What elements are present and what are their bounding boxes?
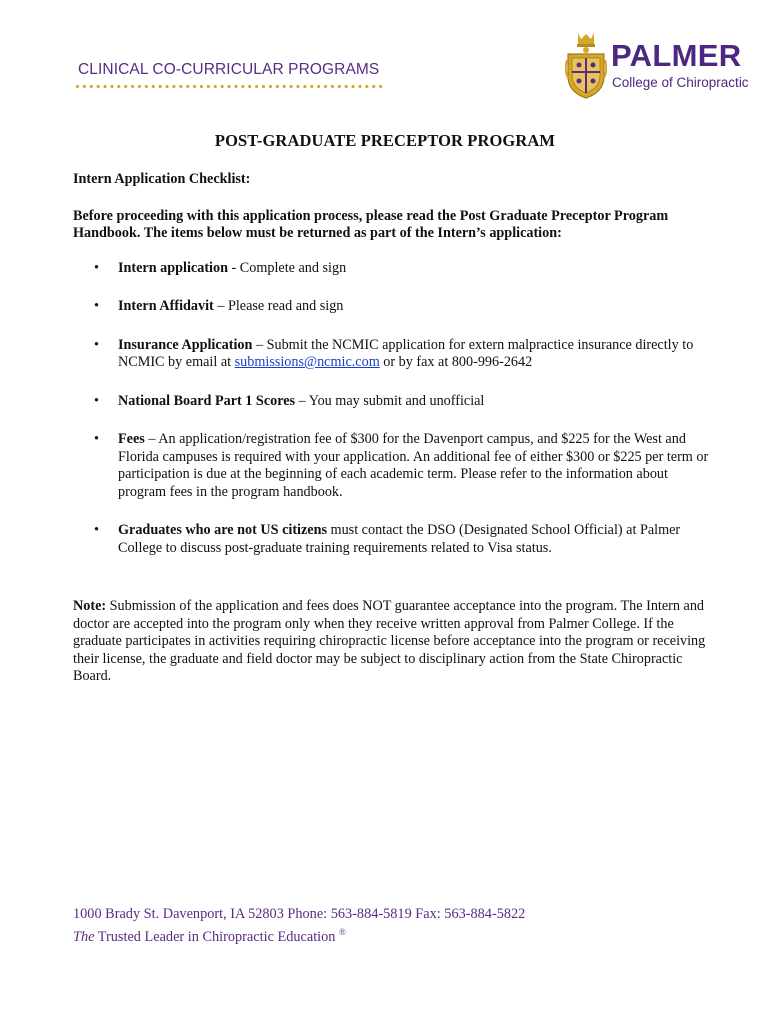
item-text: – You may submit and unofficial bbox=[295, 392, 485, 409]
logo-name: PALMER bbox=[611, 38, 742, 73]
item-label: National Board Part 1 Scores bbox=[118, 392, 296, 409]
bullet-icon: • bbox=[94, 522, 99, 538]
dotted-divider bbox=[74, 84, 384, 89]
email-link[interactable]: submissions@ncmic.com bbox=[234, 354, 380, 370]
list-item bbox=[73, 393, 713, 411]
logo-subtitle: College of Chiropractic bbox=[612, 75, 749, 90]
note-paragraph bbox=[73, 598, 713, 686]
note-text: Submission of the application and fees does NOT guarantee acceptance into the program. The Intern and doctor are accepted into the program only when they receive written approval from Palmer College. If the graduate participates in activities requiring chiropractic license before acceptance into the program or receiving their license, the graduate and field doctor may be subject to disciplinary action from the State Chiropractic Board. bbox=[73, 598, 706, 684]
footer-tagline bbox=[73, 923, 525, 946]
item-label: Intern Affidavit bbox=[118, 298, 214, 314]
item-text-after: or by fax at 800-996-2642 bbox=[379, 354, 533, 370]
intro-paragraph: Before proceeding with this application process, please read the Post Graduate Preceptor Program Handbook. The items below must be returned as part of the Intern’s application: bbox=[73, 207, 669, 241]
item-label: Insurance Application bbox=[118, 336, 253, 353]
item-text: – Submit the NCMIC application for extern malpractice insurance directly to NCMIC by email at bbox=[118, 336, 694, 370]
program-heading: CLINICAL CO-CURRICULAR PROGRAMS bbox=[78, 61, 380, 78]
list-item bbox=[73, 298, 713, 316]
bullet-icon: • bbox=[94, 392, 99, 409]
page-title: POST-GRADUATE PRECEPTOR PROGRAM bbox=[214, 131, 556, 150]
tagline-italic: The bbox=[73, 928, 95, 945]
bullet-icon: • bbox=[94, 431, 99, 447]
list-item bbox=[73, 337, 713, 372]
bullet-icon: • bbox=[94, 259, 99, 276]
document-body bbox=[73, 171, 713, 700]
bullet-icon: • bbox=[94, 298, 99, 314]
item-text: - Complete and sign bbox=[227, 259, 347, 276]
item-label: Fees bbox=[118, 431, 145, 447]
footer bbox=[73, 905, 525, 946]
crest-icon bbox=[565, 30, 607, 100]
bullet-icon: • bbox=[94, 336, 99, 353]
list-item bbox=[73, 522, 713, 557]
item-text: must contact the DSO (Designated School Official) at Palmer College to discuss post-graduate training requirements related to Visa status. bbox=[118, 522, 681, 556]
palmer-logo bbox=[565, 30, 749, 100]
item-label: Graduates who are not US citizens bbox=[118, 522, 327, 538]
footer-address: 1000 Brady St. Davenport, IA 52803 Phone: 563-884-5819 Fax: 563-884-5822 bbox=[73, 906, 526, 922]
item-text: – Please read and sign bbox=[213, 298, 344, 314]
tagline-text: Trusted Leader in Chiropractic Education bbox=[94, 928, 340, 945]
item-label: Intern application bbox=[118, 259, 228, 276]
note-label: Note: bbox=[73, 598, 107, 614]
list-item bbox=[73, 431, 713, 501]
item-text: – An application/registration fee of $300 for the Davenport campus, and $225 for the West and Florida campuses is required with your application. An additional fee of either $300 or $225 per term or participation is due at the beginning of each academic term. Please refer to the information about program fees in the program handbook. bbox=[118, 431, 709, 500]
checklist-subtitle: Intern Application Checklist: bbox=[73, 171, 251, 187]
checklist bbox=[73, 260, 713, 558]
registered-mark: ® bbox=[339, 927, 346, 937]
list-item bbox=[73, 260, 713, 278]
